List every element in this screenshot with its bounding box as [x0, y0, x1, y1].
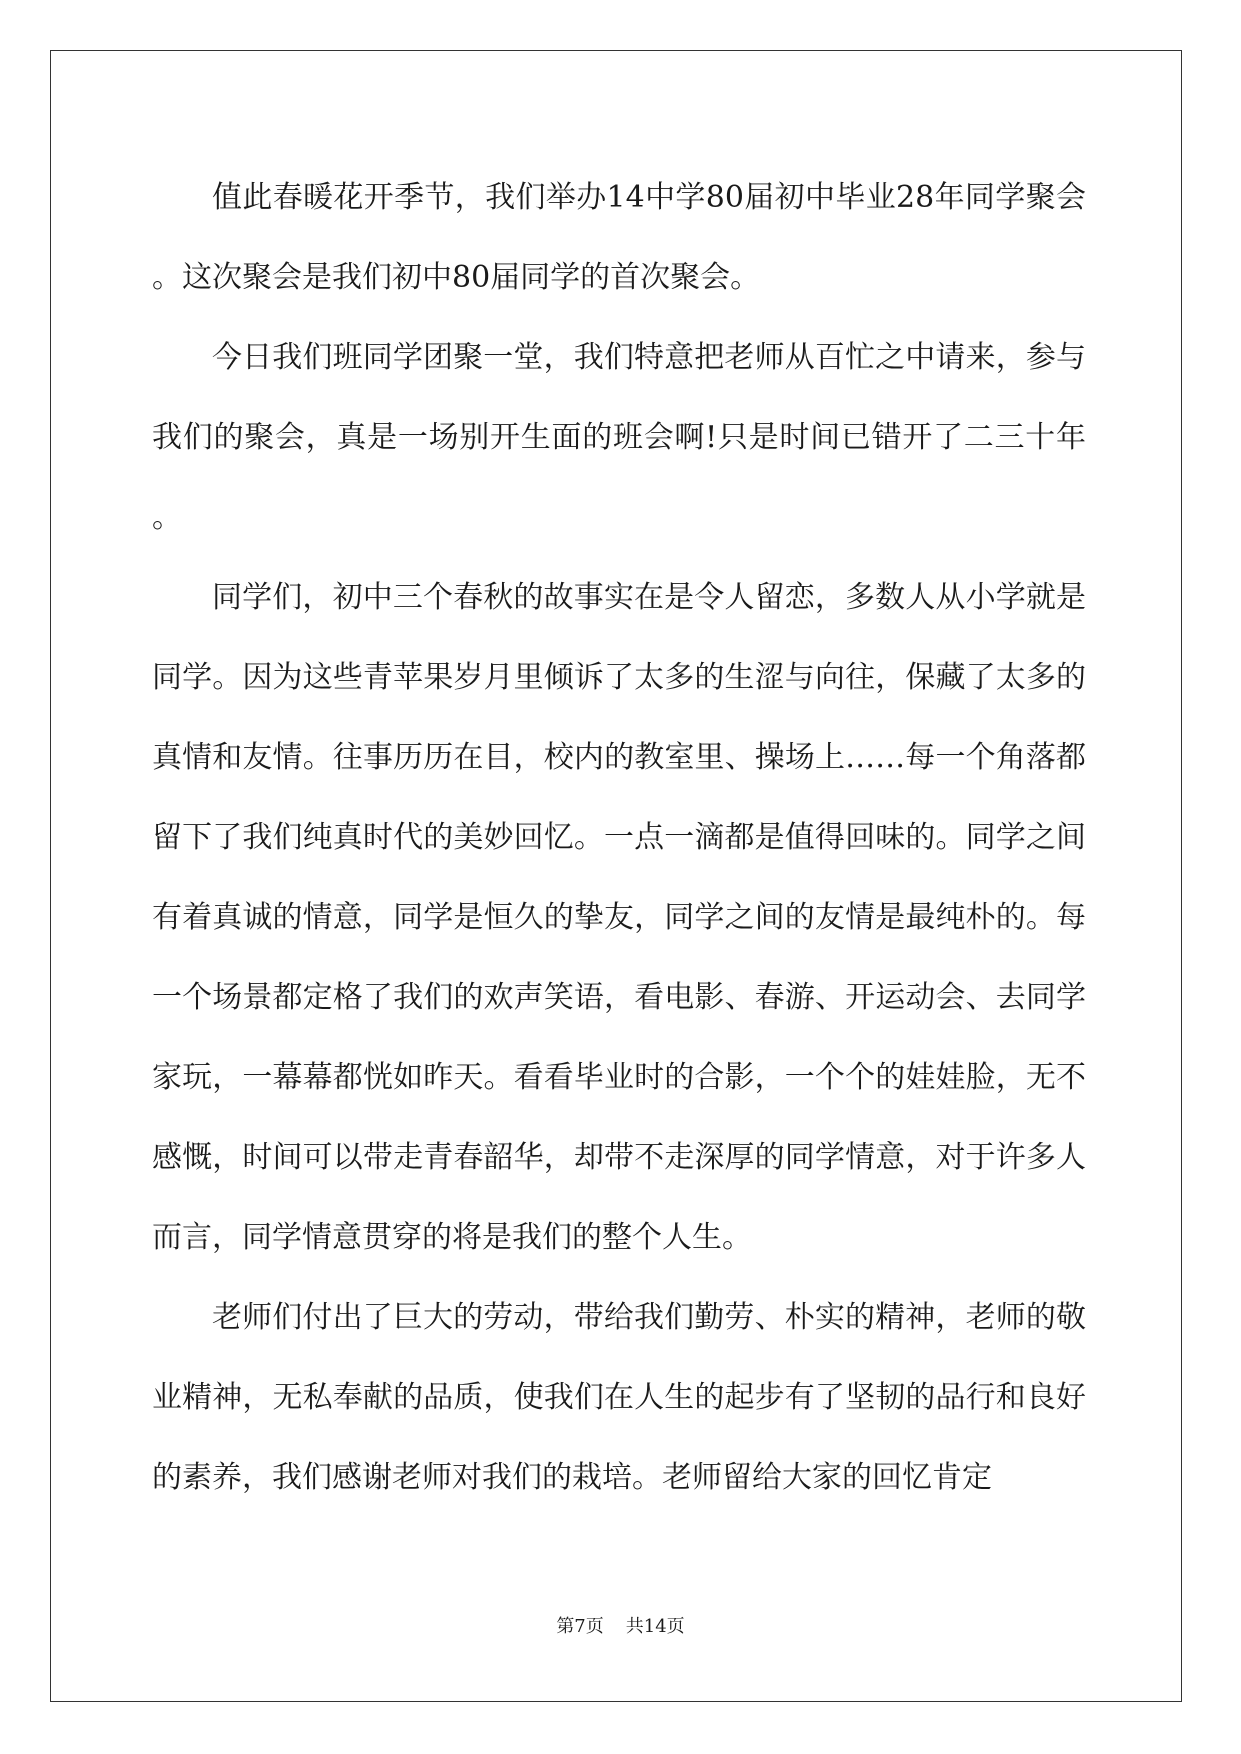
page-footer: [0, 1612, 1241, 1638]
total-pages: 共14页: [625, 1616, 685, 1637]
page-number: 第7页: [556, 1616, 604, 1637]
document-body: [152, 158, 1086, 1518]
paragraph-3: 同学们，初中三个春秋的故事实在是令人留恋，多数人从小学就是同学。因为这些青苹果岁月里倾诉了太多的生涩与向往，保藏了太多的真情和友情。往事历历在目，校内的教室里、操场上……每一个角落都留下了我们纯真时代的美妙回忆。一点一滴都是值得回味的。同学之间有着真诚的情意，同学是恒久的挚友，同学之间的友情是最纯朴的。每一个场景都定格了我们的欢声笑语，看电影、春游、开运动会、去同学家玩，一幕幕都恍如昨天。看看毕业时的合影，一个个的娃娃脸，无不感慨，时间可以带走青春韶华，却带不走深厚的同学情意，对于许多人而言，同学情意贯穿的将是我们的整个人生。: [152, 580, 1086, 1255]
paragraph-4: 老师们付出了巨大的劳动，带给我们勤劳、朴实的精神，老师的敬业精神，无私奉献的品质，使我们在人生的起步有了坚韧的品行和良好的素养，我们感谢老师对我们的栽培。老师留给大家的回忆肯定: [152, 1300, 1086, 1495]
paragraph-2: 今日我们班同学团聚一堂，我们特意把老师从百忙之中请来，参与我们的聚会，真是一场别开生面的班会啊!只是时间已错开了二三十年。: [152, 340, 1086, 535]
paragraph-1: 值此春暖花开季节，我们举办14中学80届初中毕业28年同学聚会。这次聚会是我们初中80届同学的首次聚会。: [152, 180, 1086, 295]
